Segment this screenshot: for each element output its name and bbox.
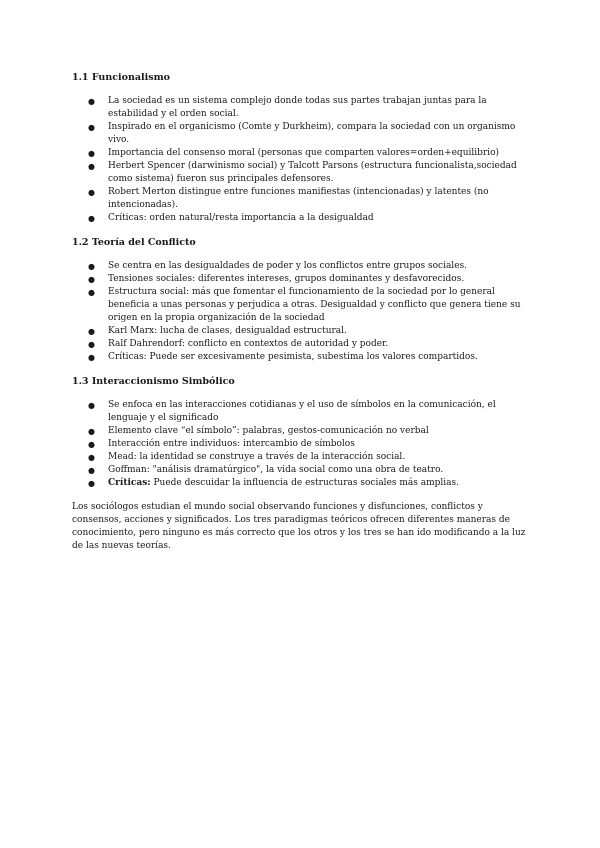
bullet-icon: ● — [88, 401, 95, 410]
bullet-icon: ● — [88, 353, 95, 362]
section-title-interaccionismo: 1.3 Interaccionismo Simbólico — [72, 376, 235, 387]
bullet-icon: ● — [88, 466, 95, 475]
section-title-teoria-conflicto: 1.2 Teoría del Conflicto — [72, 237, 196, 248]
criticas-label: Críticas: — [108, 478, 151, 488]
bullet-icon: ● — [88, 97, 95, 106]
bullet-icon: ● — [88, 288, 95, 297]
list-item: ● Karl Marx: lucha de clases, desigualdad estructural. — [88, 326, 347, 336]
bullet-icon: ● — [88, 188, 95, 197]
bullet-icon: ● — [88, 262, 95, 271]
list-item: ● Elemento clave “el símbolo”: palabras, gestos-comunicación no verbal — [88, 426, 429, 436]
list-item: ● Estructura social: más que fomentar el funcionamiento de la sociedad por lo general beneficia a unas personas y perjudica a otras. Desigualdad y conflicto que genera tiene su origen en la propia organización de la sociedad — [88, 287, 521, 323]
bullet-icon: ● — [88, 440, 95, 449]
bullet-icon: ● — [88, 149, 95, 158]
list-item: ● Se centra en las desigualdades de poder y los conflictos entre grupos sociales. — [88, 261, 467, 271]
list-item: ● Ralf Dahrendorf: conflicto en contextos de autoridad y poder. — [88, 339, 389, 349]
list-item: ● Se enfoca en las interacciones cotidianas y el uso de símbolos en la comunicación, el lenguaje y el significado — [88, 400, 496, 423]
list-item: ● Goffman: "análisis dramatúrgico", la vida social como una obra de teatro. — [88, 465, 444, 475]
closing-paragraph: Los sociólogos estudian el mundo social observando funciones y disfunciones, conflictos y consensos, acciones y significados. Los tres paradigmas teóricos ofrecen diferentes maneras de conocimiento, pero ninguno es más correcto que los otros y los tres se han ido modificando a la luz de las nuevas teorías. — [72, 502, 526, 551]
bullet-icon: ● — [88, 327, 95, 336]
list-item: ● Tensiones sociales: diferentes intereses, grupos dominantes y desfavorecidos. — [88, 274, 465, 284]
bullet-icon: ● — [88, 275, 95, 284]
bullet-icon: ● — [88, 162, 95, 171]
bullet-icon: ● — [88, 340, 95, 349]
list-item: ● La sociedad es un sistema complejo donde todas sus partes trabajan juntas para la estabilidad y el orden social. — [88, 96, 487, 119]
list-item: ● Importancia del consenso moral (personas que comparten valores=orden+equilibrio) — [88, 148, 499, 158]
list-item: ● Interacción entre individuos: intercambio de símbolos — [88, 439, 355, 449]
bullet-list-teoria-conflicto — [72, 260, 528, 364]
bullet-icon: ● — [88, 214, 95, 223]
bullet-list-funcionalismo — [72, 95, 528, 225]
bullet-icon: ● — [88, 479, 95, 488]
list-item: ● Críticas: orden natural/resta importancia a la desigualdad — [88, 213, 374, 223]
bullet-icon: ● — [88, 427, 95, 436]
section-title-funcionalismo: 1.1 Funcionalismo — [72, 72, 170, 83]
list-item: ● Inspirado en el organicismo (Comte y Durkheim), compara la sociedad con un organismo vivo. — [88, 122, 516, 145]
bullet-icon: ● — [88, 123, 95, 132]
bullet-list-interaccionismo — [72, 399, 528, 490]
document-content — [72, 71, 528, 553]
list-item: ● Herbert Spencer (darwinismo social) y Talcott Parsons (estructura funcionalista,sociedad como sistema) fueron sus principales defensores. — [88, 161, 517, 184]
list-item: ● Críticas: Puede descuidar la influencia de estructuras sociales más amplias. — [88, 478, 460, 488]
bullet-icon: ● — [88, 453, 95, 462]
list-item: ● Mead: la identidad se construye a través de la interacción social. — [88, 452, 406, 462]
list-item: ● Robert Merton distingue entre funciones manifiestas (intencionadas) y latentes (no intencionadas). — [88, 187, 489, 210]
list-item: ● Críticas: Puede ser excesivamente pesimista, subestima los valores compartidos. — [88, 352, 478, 362]
